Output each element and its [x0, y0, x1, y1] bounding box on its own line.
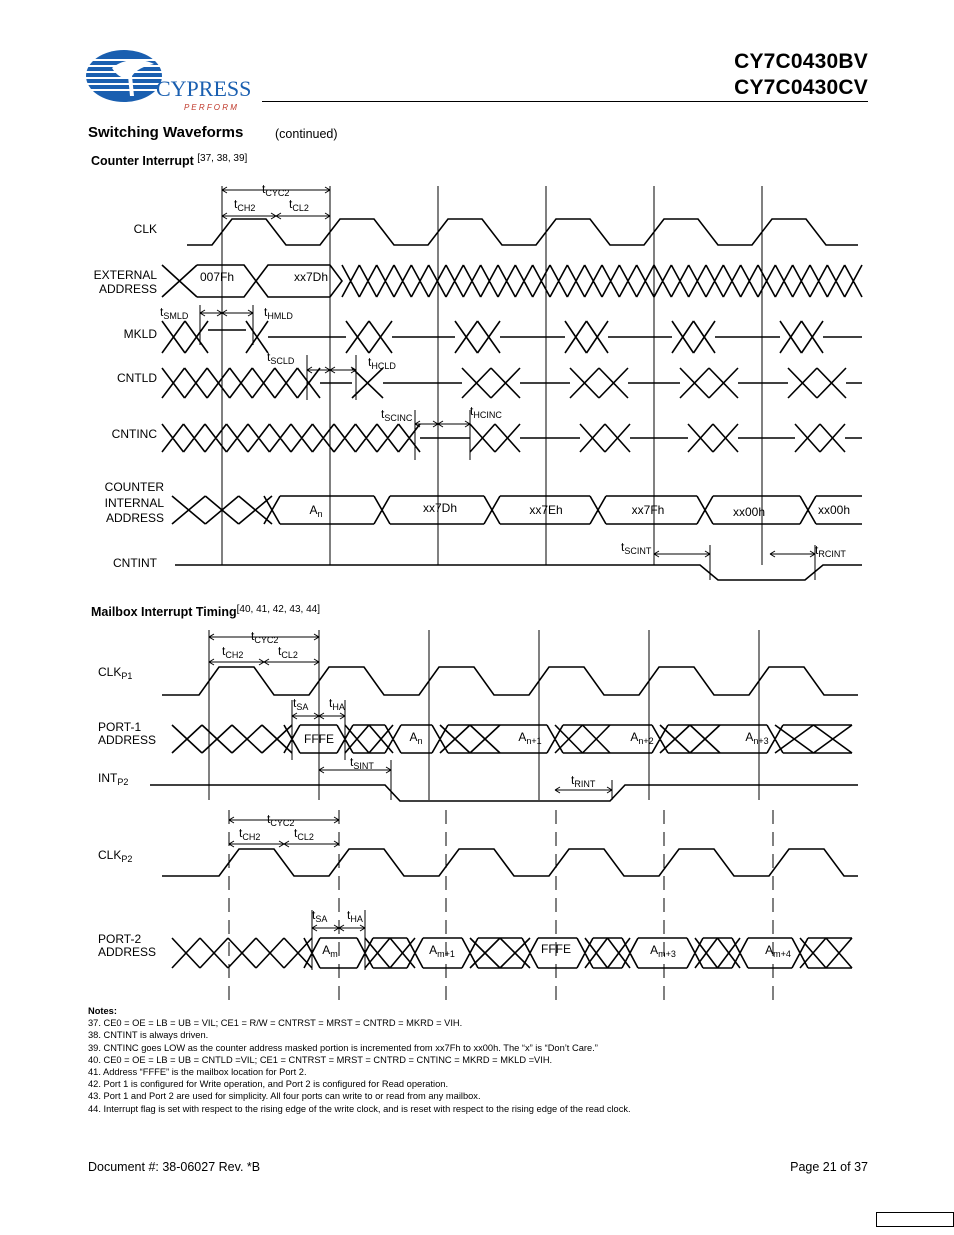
- val-xx7eh: xx7Eh: [529, 503, 563, 517]
- sig-mkld: MKLD: [123, 327, 157, 341]
- undefined: [172, 725, 292, 753]
- arrow-tscint: [654, 551, 710, 557]
- val-an-p1: $A_n$: [409, 730, 423, 746]
- footer-box: [876, 1212, 954, 1227]
- undefined: [365, 938, 415, 968]
- undefined: [695, 938, 740, 968]
- undefined: [162, 424, 420, 452]
- undefined: [172, 938, 312, 968]
- sig-clk-p2: $CLK_{P2}$: [98, 848, 133, 864]
- undefined: [672, 321, 715, 353]
- note-39: 39. CNTINC goes LOW as the counter address masked portion is incremented from xx7Fh to xx00h. The “x” is “Don’t Care.”: [88, 1042, 598, 1053]
- val-007fh: 007Fh: [199, 270, 235, 284]
- notes: [88, 1005, 888, 1115]
- t-scint: $t_{SCINT}$: [621, 540, 652, 556]
- arrow-tha2: [339, 925, 365, 931]
- diagram-labels: [94, 182, 850, 959]
- waveforms: [150, 219, 862, 968]
- cia-bus: [264, 496, 862, 524]
- val-an-main: A: [309, 503, 318, 517]
- undefined: [780, 321, 823, 353]
- undefined: [342, 265, 862, 297]
- t-scinc: $t_{SCINC}$: [381, 407, 413, 423]
- arrow-tha: [319, 713, 345, 719]
- t-smld: $t_{SMLD}$: [160, 305, 189, 321]
- val-an3: $A_{n+3}$: [745, 730, 769, 746]
- undefined: [585, 938, 630, 968]
- val-am4: $A_{m+4}$: [765, 943, 791, 959]
- val-xx00h-2: xx00h: [817, 503, 851, 517]
- t-sa-2: $t_{SA}$: [312, 908, 328, 924]
- val-fffe-1: FFFE: [304, 732, 334, 746]
- arrow-tscinc: [415, 421, 438, 427]
- part-number-2: CY7C0430CV: [734, 76, 868, 99]
- sig-address: ADDRESS: [105, 511, 164, 525]
- t-ch2-b: $t_{CH2}$: [222, 644, 244, 660]
- section-continued: (continued): [275, 127, 338, 141]
- counter-interrupt-title-text: Counter Interrupt: [91, 154, 194, 168]
- undefined: [352, 368, 383, 398]
- t-sa-1: $t_{SA}$: [293, 696, 309, 712]
- undefined: [565, 321, 608, 353]
- t-ha-1: $t_{HA}$: [329, 696, 345, 712]
- clkp2-wave: [162, 849, 858, 876]
- val-am: $A_m$: [322, 943, 338, 959]
- sig-int-p2: $INT_{P2}$: [98, 771, 129, 787]
- val-xx7dh-ext: xx7Dh: [293, 270, 329, 284]
- val-xx00h-1: xx00h: [732, 505, 766, 519]
- t-hcld: $t_{HCLD}$: [368, 355, 396, 371]
- undefined: [162, 265, 197, 297]
- note-44: 44. Interrupt flag is set with respect to the rising edge of the write clock, and is reset with respect to the rising edge of the read clock.: [88, 1103, 631, 1114]
- footer-page-number: Page 21 of 37: [790, 1160, 868, 1174]
- val-an1: $A_{n+1}$: [518, 730, 542, 746]
- undefined: [795, 424, 845, 452]
- t-rcint: $t_{RCINT}$: [815, 543, 846, 559]
- val-am1: $A_{m+1}$: [429, 943, 455, 959]
- logo-word: CYPRESS: [156, 76, 252, 101]
- sig-port2-1: PORT-2: [98, 932, 142, 946]
- sig-clk: CLK: [133, 222, 157, 236]
- t-scld: $t_{SCLD}$: [267, 350, 295, 366]
- undefined: [346, 321, 392, 353]
- note-42: 42. Port 1 is configured for Write operation, and Port 2 is configured for Read operation.: [88, 1079, 449, 1090]
- sig-port1-2: ADDRESS: [98, 733, 157, 747]
- footer-document: Document #: 38-06027 Rev. *B: [88, 1160, 261, 1174]
- val-an: [309, 503, 322, 519]
- val-xx7dh: xx7Dh: [422, 501, 458, 515]
- arrow-tscld: [307, 367, 330, 373]
- logo-tagline: P E R F O R M: [184, 103, 237, 112]
- undefined: [660, 725, 720, 753]
- t-cl2-a: $t_{CL2}$: [289, 197, 309, 213]
- guide-lines: [200, 186, 815, 1002]
- sig-clk-p1: $CLK_{P1}$: [98, 665, 133, 681]
- note-41: 41. Address “FFFE” is the mailbox location for Port 2.: [88, 1067, 307, 1078]
- sig-ext-address-2: ADDRESS: [98, 282, 157, 296]
- val-an2: $A_{n+2}$: [630, 730, 654, 746]
- mailbox-interrupt-title-text: Mailbox Interrupt Timing: [91, 605, 237, 619]
- val-an-sub: n: [317, 509, 323, 519]
- t-cyc2-b: $t_{CYC2}$: [251, 629, 279, 645]
- t-ch2-c: $t_{CH2}$: [239, 826, 261, 842]
- arrow-trcint: [770, 551, 815, 557]
- val-fffe-2: FFFE: [541, 942, 571, 956]
- undefined: [470, 424, 520, 452]
- undefined: [246, 321, 268, 353]
- arrow-thcld: [330, 367, 356, 373]
- note-37: 37. CE0 = OE = LB = UB = VIL; CE1 = R/W = CNTRST = MRST = CNTRD = MKRD = VIH.: [88, 1018, 463, 1029]
- arrow-thmld: [222, 310, 253, 316]
- cntint-wave: [175, 565, 862, 580]
- counter-interrupt-refs: [37, 38, 39]: [197, 153, 248, 164]
- t-rint: $t_{RINT}$: [571, 773, 596, 789]
- undefined: [455, 321, 500, 353]
- mailbox-interrupt-refs: [40, 41, 42, 43, 44]: [236, 604, 321, 615]
- sig-port1-1: PORT-1: [98, 720, 142, 734]
- sig-ext-address-1: EXTERNAL: [93, 268, 157, 282]
- arrow-tsa2: [312, 925, 339, 931]
- sig-cntld: CNTLD: [116, 371, 157, 385]
- undefined: [788, 368, 846, 398]
- undefined: [555, 725, 610, 753]
- undefined: [800, 938, 852, 968]
- arrow-tch2-a: [222, 213, 276, 219]
- note-40: 40. CE0 = OE = LB = UB = CNTLD =VIL; CE1 = CNTRST = MRST = CNTRD = CNTINC = MKRD = MKLD =VIH.: [88, 1054, 553, 1065]
- undefined: [688, 424, 738, 452]
- t-hcinc: $t_{HCINC}$: [470, 404, 502, 420]
- undefined: [570, 368, 628, 398]
- intp2-wave: [150, 785, 858, 801]
- sig-port2-2: ADDRESS: [98, 945, 157, 959]
- undefined: [470, 938, 530, 968]
- clkp1-wave: [162, 667, 858, 695]
- undefined: [580, 424, 630, 452]
- section-title: Switching Waveforms: [88, 124, 244, 141]
- sig-cntint: CNTINT: [113, 556, 157, 570]
- undefined: [440, 725, 500, 753]
- undefined: [462, 368, 520, 398]
- undefined: [680, 368, 738, 398]
- val-am3: $A_{m+3}$: [650, 943, 676, 959]
- t-sint: $t_{SINT}$: [350, 755, 374, 771]
- undefined: [162, 368, 320, 398]
- arrow-thcinc: [438, 421, 470, 427]
- undefined: [162, 321, 208, 353]
- t-cl2-c: $t_{CL2}$: [294, 826, 314, 842]
- t-cl2-b: $t_{CL2}$: [278, 644, 298, 660]
- t-cyc2-c: $t_{CYC2}$: [267, 812, 295, 828]
- arrow-tsa: [292, 713, 319, 719]
- undefined: [345, 725, 393, 753]
- arrow-tcl2-a: [276, 213, 330, 219]
- sig-internal: INTERNAL: [104, 496, 164, 510]
- undefined: [775, 725, 852, 753]
- sig-cntinc: CNTINC: [111, 427, 157, 441]
- notes-heading: Notes:: [88, 1006, 117, 1016]
- note-43: 43. Port 1 and Port 2 are used for simplicity. All four ports can write to or read from any mailbox.: [88, 1091, 481, 1102]
- arrow-tsmld: [200, 310, 222, 316]
- t-ch2-a: $t_{CH2}$: [234, 197, 256, 213]
- t-ha-2: $t_{HA}$: [347, 908, 363, 924]
- note-38: 38. CNTINT is always driven.: [88, 1030, 209, 1041]
- clk-wave: [187, 219, 858, 245]
- part-number-1: CY7C0430BV: [734, 50, 868, 73]
- t-cyc2-a: $t_{CYC2}$: [262, 182, 290, 198]
- t-hmld: $t_{HMLD}$: [264, 305, 293, 321]
- sig-counter: COUNTER: [104, 480, 164, 494]
- val-xx7fh: xx7Fh: [631, 503, 665, 517]
